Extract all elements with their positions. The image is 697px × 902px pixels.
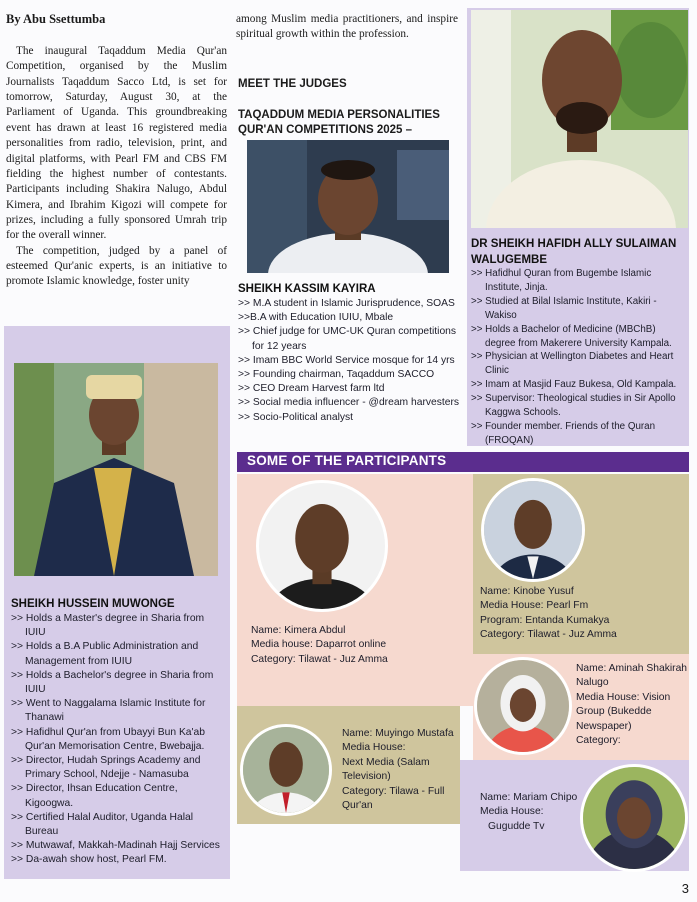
- judge-bio: [11, 612, 225, 868]
- participant-photo: [481, 478, 585, 582]
- article-paragraph: The competition, judged by a panel of esteemed Qur'anic experts, is an initiative to promote Islamic knowledge, foster unity: [6, 244, 227, 288]
- participant-info: [576, 662, 688, 748]
- participant-line: Gugudde Tv: [488, 820, 545, 832]
- participant-photo: [474, 657, 572, 755]
- bio-item: >> Went to Naggalama Islamic Institute for Thanawi: [11, 698, 206, 724]
- bio-item: >> Physician at Wellington Diabetes and Heart Clinic: [471, 351, 674, 377]
- bio-item: >> CEO Dream Harvest farm ltd: [238, 383, 385, 395]
- participant-line: Name: Aminah Shakirah Nalugo: [576, 663, 688, 689]
- participant-line: Program: Entanda Kumakya: [480, 614, 610, 626]
- bio-item: >>B.A with Education IUIU, Mbale: [238, 312, 394, 324]
- participant-info: [480, 791, 585, 834]
- participant-line: Category: Tilawa - Full Qur'an: [342, 785, 445, 812]
- bio-item: >> Da-awah show host, Pearl FM.: [11, 854, 167, 866]
- judge-bio: [238, 297, 460, 425]
- bio-item: >> Chief judge for UMC-UK Quran competitions for 12 years: [238, 326, 457, 352]
- article-continuation: among Muslim media practitioners, and inspire spiritual growth within the profession.: [236, 13, 458, 41]
- participant-line: Media House:: [480, 806, 544, 818]
- participant-line: Category: Tilawat - Juz Amma: [480, 629, 617, 641]
- article-paragraph: The inaugural Taqaddum Media Qur'an Competition, organised by the Muslim Journalists Taqaddum Sacco Ltd, is set for tomorrow, Saturday, August 30, at the Parliament of Uganda. This groundbreaking event has drawn at least 16 registered media personalities from radio, television, print, and digital platforms, with Pearl FM and CBS FM fielding the highest number of contestants. Participants including Shakira Nalugo, Abdul Kimera, and Ibrahim Kigozi will compete for prizes, including a fully sponsored Umrah trip for the overall winner.: [6, 45, 227, 242]
- bio-item: >> Holds a Bachelor's degree in Sharia from IUIU: [11, 669, 214, 696]
- section-heading: MEET THE JUDGES: [238, 78, 347, 90]
- participant-line: Name: Mariam Chipo: [480, 792, 578, 803]
- bio-item: >> Social media influencer - @dream harvesters: [238, 397, 460, 409]
- judge-bio: [471, 267, 686, 448]
- participant-line: Next Media (Salam Television): [342, 756, 430, 783]
- bio-item: >> Studied at Bilal Islamic Institute, Kakiri - Wakiso: [471, 295, 657, 321]
- participant-photo: [256, 480, 388, 612]
- bio-item: >> Socio-Political analyst: [238, 411, 354, 423]
- judge-name: SHEIKH HUSSEIN MUWONGE: [11, 598, 175, 610]
- participants-heading: SOME OF THE PARTICIPANTS: [237, 452, 689, 472]
- byline: By Abu Ssettumba: [6, 12, 106, 26]
- bio-item: >> Director, Ihsan Education Centre, Kigoogwa.: [11, 783, 178, 809]
- participant-photo: [580, 764, 688, 872]
- bio-item: >> Holds a Bachelor of Medicine (MBChB) degree from Makerere University Kampala.: [471, 323, 672, 349]
- bio-item: >> Imam at Masjid Fauz Bukesa, Old Kampala.: [471, 379, 677, 391]
- participant-line: Media house: Daparrot online: [251, 639, 387, 651]
- bio-item: >> Holds a Master's degree in Sharia from IUIU: [11, 613, 205, 639]
- judges-subheading: TAQADDUM MEDIA PERSONALITIES QUR'AN COMPETITIONS 2025 –: [238, 109, 440, 136]
- participant-line: Category:: [576, 735, 621, 747]
- walugembe-photo: [471, 10, 688, 228]
- participant-line: Media House:: [342, 742, 406, 754]
- judge-name: DR SHEIKH HAFIDH ALLY SULAIMAN WALUGEMBE: [471, 238, 677, 266]
- participant-info: [251, 624, 471, 667]
- article-body: [6, 44, 227, 290]
- judge-name: SHEIKH KASSIM KAYIRA: [238, 283, 376, 295]
- bio-item: >> Imam BBC World Service mosque for 14 yrs: [238, 354, 455, 366]
- bio-item: >> Certified Halal Auditor, Uganda Halal Bureau: [11, 811, 194, 838]
- bio-item: >> Founder member. Friends of the Quran (FROQAN): [471, 420, 656, 446]
- participant-line: Name: Kinobe Yusuf: [480, 586, 574, 597]
- bio-item: >> Hafidhul Quran from Bugembe Islamic Institute, Jinja.: [471, 268, 652, 293]
- participant-line: Category: Tilawat - Juz Amma: [251, 653, 388, 665]
- participant-line: Media House: Pearl Fm: [480, 600, 589, 612]
- bio-item: >> Director, Hudah Springs Academy and Primary School, Ndejje - Namasuba: [11, 755, 201, 781]
- participant-photo: [240, 724, 332, 816]
- participant-line: Name: Muyingo Mustafa: [342, 728, 454, 739]
- bio-item: >> Supervisor: Theological studies in Sir Apollo Kaggwa Schools.: [471, 393, 676, 419]
- participant-line: Name: Kimera Abdul: [251, 625, 346, 636]
- bio-item: >> Hafidhul Qur'an from Ubayyi Bun Ka'ab Qur'an Memorisation Centre, Bwebajja.: [11, 726, 205, 752]
- page-number: 3: [681, 881, 689, 896]
- bio-item: >> M.A student in Islamic Jurisprudence, SOAS: [238, 298, 455, 309]
- kayira-photo: [247, 140, 449, 273]
- participant-info: [480, 585, 685, 643]
- bio-item: >> Founding chairman, Taqaddum SACCO: [238, 369, 435, 381]
- muwonge-photo: [14, 363, 218, 576]
- bio-item: >> Mutwawaf, Makkah-Madinah Hajj Services: [11, 840, 220, 852]
- bio-item: >> Holds a B.A Public Administration and Management from IUIU: [11, 641, 199, 667]
- participant-line: Media House: Vision Group (Bukedde Newspaper): [576, 691, 671, 732]
- participant-info: [342, 727, 457, 813]
